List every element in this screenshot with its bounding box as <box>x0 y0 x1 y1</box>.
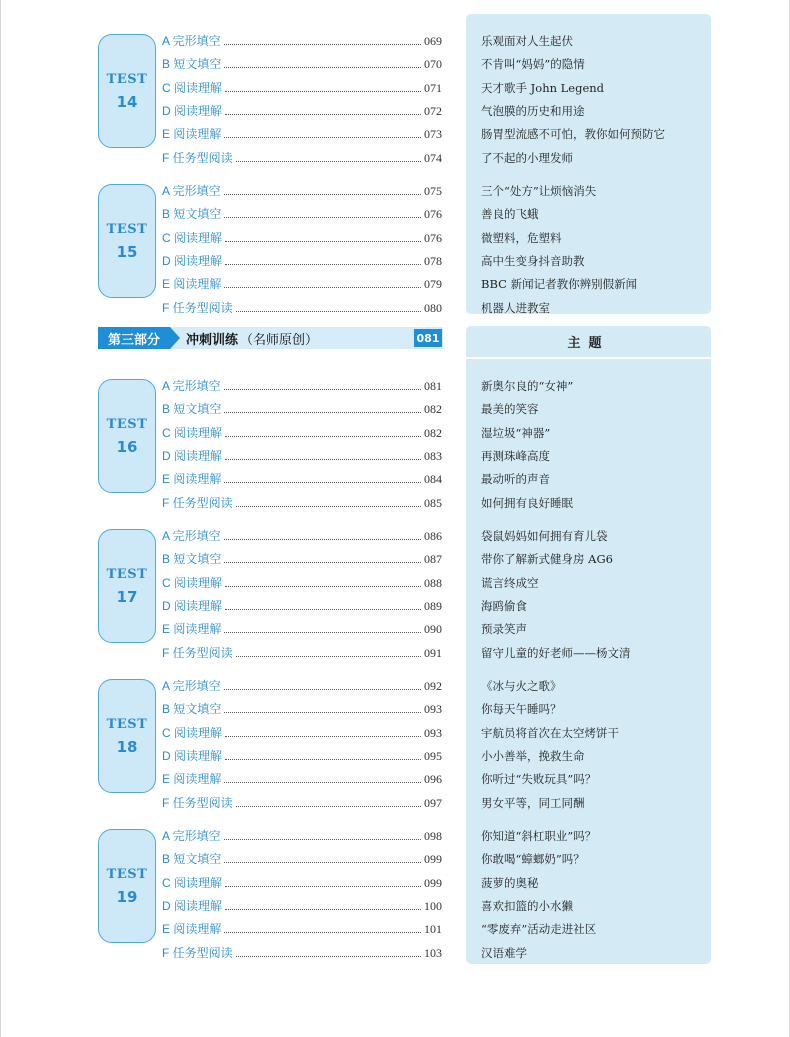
theme-item: 气泡膜的历史和用途 <box>481 104 585 118</box>
toc-leader-dots <box>224 377 421 390</box>
test-badge <box>98 184 156 298</box>
toc-row[interactable] <box>162 620 442 638</box>
section-title-main: 冲刺训练 <box>186 332 239 348</box>
section-subtitle: （名师原创） <box>240 332 319 348</box>
toc-row-label: F 任务型阅读 <box>162 151 233 165</box>
test-label: TEST <box>106 566 148 582</box>
toc-row[interactable] <box>162 470 442 488</box>
theme-item: 你听过“失败玩具”吗？ <box>481 772 597 786</box>
toc-row-page: 103 <box>424 946 442 960</box>
theme-item: 最美的笑容 <box>481 402 539 416</box>
toc-leader-dots <box>236 944 421 957</box>
toc-row[interactable] <box>162 494 442 512</box>
theme-item: 菠萝的奥秘 <box>481 876 539 890</box>
toc-row[interactable] <box>162 827 442 845</box>
theme-item: 肠胃型流感不可怕，教你如何预防它 <box>481 127 665 141</box>
toc-row-label: C 阅读理解 <box>162 81 223 95</box>
toc-row[interactable] <box>162 205 442 223</box>
toc-row-label: F 任务型阅读 <box>162 301 233 315</box>
toc-leader-dots <box>224 32 421 45</box>
toc-row-label: E 阅读理解 <box>162 622 222 636</box>
toc-row-page: 096 <box>424 772 442 786</box>
toc-leader-dots <box>224 400 421 413</box>
toc-row-page: 087 <box>424 552 442 566</box>
theme-item: 天才歌手 John Legend <box>481 81 605 95</box>
page-edge-left <box>0 0 1 1037</box>
theme-item: 最动听的声音 <box>481 472 550 486</box>
toc-row[interactable] <box>162 424 442 442</box>
toc-row[interactable] <box>162 644 442 662</box>
toc-leader-dots <box>224 182 421 195</box>
toc-row-label: F 任务型阅读 <box>162 646 233 660</box>
toc-row-page: 085 <box>424 496 442 510</box>
toc-row-label: C 阅读理解 <box>162 231 223 245</box>
theme-item: 留守儿童的好老师——杨文清 <box>481 646 631 660</box>
theme-item: 袋鼠妈妈如何拥有育儿袋 <box>481 529 608 543</box>
theme-item: 机器人进教室 <box>481 301 550 315</box>
theme-item: 男女平等，同工同酬 <box>481 796 585 810</box>
toc-row-label: E 阅读理解 <box>162 772 222 786</box>
toc-row[interactable] <box>162 944 442 962</box>
toc-leader-dots <box>236 794 421 807</box>
toc-row[interactable] <box>162 794 442 812</box>
toc-leader-dots <box>224 470 421 483</box>
theme-item: 宇航员将首次在太空烤饼干 <box>481 726 619 740</box>
test-label: TEST <box>106 71 148 87</box>
test-number: 16 <box>116 437 138 456</box>
theme-item: 带你了解新式健身房 AG6 <box>481 552 613 566</box>
toc-row-page: 083 <box>424 449 442 463</box>
theme-item: 乐观面对人生起伏 <box>481 34 573 48</box>
theme-item: 预录笑声 <box>481 622 527 636</box>
toc-leader-dots <box>224 700 421 713</box>
toc-row-label: C 阅读理解 <box>162 426 223 440</box>
toc-row-page: 074 <box>424 151 442 165</box>
toc-row-label: D 阅读理解 <box>162 254 223 268</box>
theme-item: 了不起的小理发师 <box>481 151 573 165</box>
theme-item: 高中生变身抖音助教 <box>481 254 585 268</box>
toc-row[interactable] <box>162 747 442 765</box>
toc-row-label: F 任务型阅读 <box>162 796 233 810</box>
toc-row-label: C 阅读理解 <box>162 876 223 890</box>
toc-leader-dots <box>236 149 421 162</box>
toc-row-label: A 完形填空 <box>162 829 221 843</box>
theme-item: 如何拥有良好睡眠 <box>481 496 573 510</box>
theme-item: 你知道“斜杠职业”吗？ <box>481 829 597 843</box>
toc-leader-dots <box>225 102 421 115</box>
toc-leader-dots <box>225 424 421 437</box>
toc-row-page: 086 <box>424 529 442 543</box>
toc-row-page: 084 <box>424 472 442 486</box>
toc-row[interactable] <box>162 897 442 915</box>
toc-row-page: 099 <box>424 876 442 890</box>
test-number: 18 <box>116 737 138 756</box>
toc-row-label: C 阅读理解 <box>162 576 223 590</box>
toc-leader-dots <box>225 897 421 910</box>
theme-item: 汉语难学 <box>481 946 527 960</box>
toc-leader-dots <box>224 850 421 863</box>
toc-row-page: 080 <box>424 301 442 315</box>
toc-leader-dots <box>236 644 421 657</box>
toc-row-page: 093 <box>424 702 442 716</box>
toc-row-page: 075 <box>424 184 442 198</box>
toc-leader-dots <box>225 724 421 737</box>
toc-leader-dots <box>224 527 421 540</box>
toc-leader-dots <box>225 597 421 610</box>
toc-row-label: D 阅读理解 <box>162 749 223 763</box>
toc-row[interactable] <box>162 252 442 270</box>
toc-row[interactable] <box>162 447 442 465</box>
toc-leader-dots <box>225 747 421 760</box>
toc-row[interactable] <box>162 125 442 143</box>
test-badge <box>98 34 156 148</box>
test-number: 17 <box>116 587 138 606</box>
toc-row-label: E 阅读理解 <box>162 922 222 936</box>
toc-row-page: 090 <box>424 622 442 636</box>
toc-row-page: 088 <box>424 576 442 590</box>
theme-item: “零废弃”活动走进社区 <box>481 922 597 936</box>
toc-row-page: 076 <box>424 231 442 245</box>
test-label: TEST <box>106 221 148 237</box>
toc-row-page: 101 <box>424 922 442 936</box>
toc-row[interactable] <box>162 574 442 592</box>
toc-row-label: C 阅读理解 <box>162 726 223 740</box>
toc-leader-dots <box>225 574 421 587</box>
test-badge <box>98 679 156 793</box>
toc-row-page: 082 <box>424 426 442 440</box>
toc-row[interactable] <box>162 229 442 247</box>
test-label: TEST <box>106 716 148 732</box>
toc-row[interactable] <box>162 32 442 50</box>
toc-row-label: A 完形填空 <box>162 529 221 543</box>
theme-item: 三个“处方”让烦恼消失 <box>481 184 597 198</box>
toc-row[interactable] <box>162 527 442 545</box>
theme-item: 海鸥偷食 <box>481 599 527 613</box>
test-number: 15 <box>116 242 138 261</box>
toc-row-page: 070 <box>424 57 442 71</box>
theme-item: 《冰与火之歌》 <box>481 679 562 693</box>
section-page-number: 081 <box>414 329 442 347</box>
toc-row[interactable] <box>162 597 442 615</box>
toc-leader-dots <box>225 252 421 265</box>
toc-leader-dots <box>224 125 421 138</box>
theme-item: 谎言终成空 <box>481 576 539 590</box>
toc-row[interactable] <box>162 850 442 868</box>
toc-row-label: B 短文填空 <box>162 852 222 866</box>
toc-row[interactable] <box>162 377 442 395</box>
toc-row-page: 100 <box>424 899 442 913</box>
toc-row[interactable] <box>162 55 442 73</box>
theme-item: 你敢喝“蟑螂奶”吗？ <box>481 852 585 866</box>
theme-item: 再测珠峰高度 <box>481 449 550 463</box>
toc-leader-dots <box>224 620 421 633</box>
toc-row-label: B 短文填空 <box>162 402 222 416</box>
toc-row-label: E 阅读理解 <box>162 127 222 141</box>
test-label: TEST <box>106 866 148 882</box>
theme-item: 善良的飞蛾 <box>481 207 539 221</box>
toc-row[interactable] <box>162 770 442 788</box>
section-title <box>186 327 318 349</box>
toc-row-label: A 完形填空 <box>162 184 221 198</box>
toc-row-label: A 完形填空 <box>162 34 221 48</box>
toc-row-label: B 短文填空 <box>162 702 222 716</box>
toc-row-label: D 阅读理解 <box>162 104 223 118</box>
theme-item: 新奥尔良的“女神” <box>481 379 574 393</box>
toc-row-page: 097 <box>424 796 442 810</box>
section-arrow <box>170 327 180 349</box>
toc-row-label: F 任务型阅读 <box>162 496 233 510</box>
toc-row-label: B 短文填空 <box>162 552 222 566</box>
test-number: 14 <box>116 92 138 111</box>
toc-row-page: 092 <box>424 679 442 693</box>
section-label: 第三部分 <box>98 327 170 349</box>
test-number: 19 <box>116 887 138 906</box>
toc-row[interactable] <box>162 724 442 742</box>
toc-row-label: D 阅读理解 <box>162 899 223 913</box>
toc-row[interactable] <box>162 874 442 892</box>
theme-item: BBC 新闻记者教你辨别假新闻 <box>481 277 638 291</box>
toc-leader-dots <box>224 55 421 68</box>
toc-leader-dots <box>224 550 421 563</box>
toc-row-page: 076 <box>424 207 442 221</box>
theme-item: 喜欢扣篮的小水獭 <box>481 899 573 913</box>
toc-row[interactable] <box>162 400 442 418</box>
toc-leader-dots <box>225 229 421 242</box>
toc-row-page: 089 <box>424 599 442 613</box>
toc-row-page: 095 <box>424 749 442 763</box>
toc-row[interactable] <box>162 299 442 317</box>
toc-row[interactable] <box>162 677 442 695</box>
toc-leader-dots <box>236 494 421 507</box>
toc-row-page: 098 <box>424 829 442 843</box>
toc-row[interactable] <box>162 182 442 200</box>
toc-row-page: 078 <box>424 254 442 268</box>
toc-leader-dots <box>224 920 421 933</box>
toc-row-label: A 完形填空 <box>162 379 221 393</box>
toc-leader-dots <box>224 827 421 840</box>
toc-row-label: F 任务型阅读 <box>162 946 233 960</box>
toc-row[interactable] <box>162 79 442 97</box>
toc-row-page: 081 <box>424 379 442 393</box>
toc-leader-dots <box>224 205 421 218</box>
toc-row[interactable] <box>162 102 442 120</box>
toc-leader-dots <box>225 874 421 887</box>
theme-item: 微塑料，危塑料 <box>481 231 562 245</box>
toc-row-label: E 阅读理解 <box>162 472 222 486</box>
toc-row-label: E 阅读理解 <box>162 277 222 291</box>
toc-row-page: 069 <box>424 34 442 48</box>
toc-row-page: 082 <box>424 402 442 416</box>
toc-row-page: 071 <box>424 81 442 95</box>
theme-item: 小小善举，挽救生命 <box>481 749 585 763</box>
toc-leader-dots <box>225 79 421 92</box>
toc-row[interactable] <box>162 700 442 718</box>
toc-row-page: 073 <box>424 127 442 141</box>
toc-row-page: 099 <box>424 852 442 866</box>
test-badge <box>98 379 156 493</box>
toc-row-label: B 短文填空 <box>162 57 222 71</box>
toc-row[interactable] <box>162 550 442 568</box>
toc-row[interactable] <box>162 149 442 167</box>
toc-leader-dots <box>224 677 421 690</box>
toc-row-page: 072 <box>424 104 442 118</box>
theme-header: 主题 <box>466 326 711 356</box>
test-label: TEST <box>106 416 148 432</box>
toc-row-page: 093 <box>424 726 442 740</box>
toc-leader-dots <box>224 275 421 288</box>
toc-leader-dots <box>225 447 421 460</box>
toc-row-label: A 完形填空 <box>162 679 221 693</box>
toc-row-page: 091 <box>424 646 442 660</box>
toc-row[interactable] <box>162 920 442 938</box>
toc-leader-dots <box>236 299 421 312</box>
theme-item: 你每天午睡吗？ <box>481 702 562 716</box>
test-badge <box>98 829 156 943</box>
toc-row[interactable] <box>162 275 442 293</box>
toc-row-page: 079 <box>424 277 442 291</box>
toc-row-label: B 短文填空 <box>162 207 222 221</box>
toc-row-label: D 阅读理解 <box>162 599 223 613</box>
toc-row-label: D 阅读理解 <box>162 449 223 463</box>
theme-header-divider <box>466 357 711 359</box>
theme-item: 湿垃圾“神器” <box>481 426 551 440</box>
theme-item: 不肯叫“妈妈”的隐情 <box>481 57 585 71</box>
toc-leader-dots <box>224 770 421 783</box>
test-badge <box>98 529 156 643</box>
